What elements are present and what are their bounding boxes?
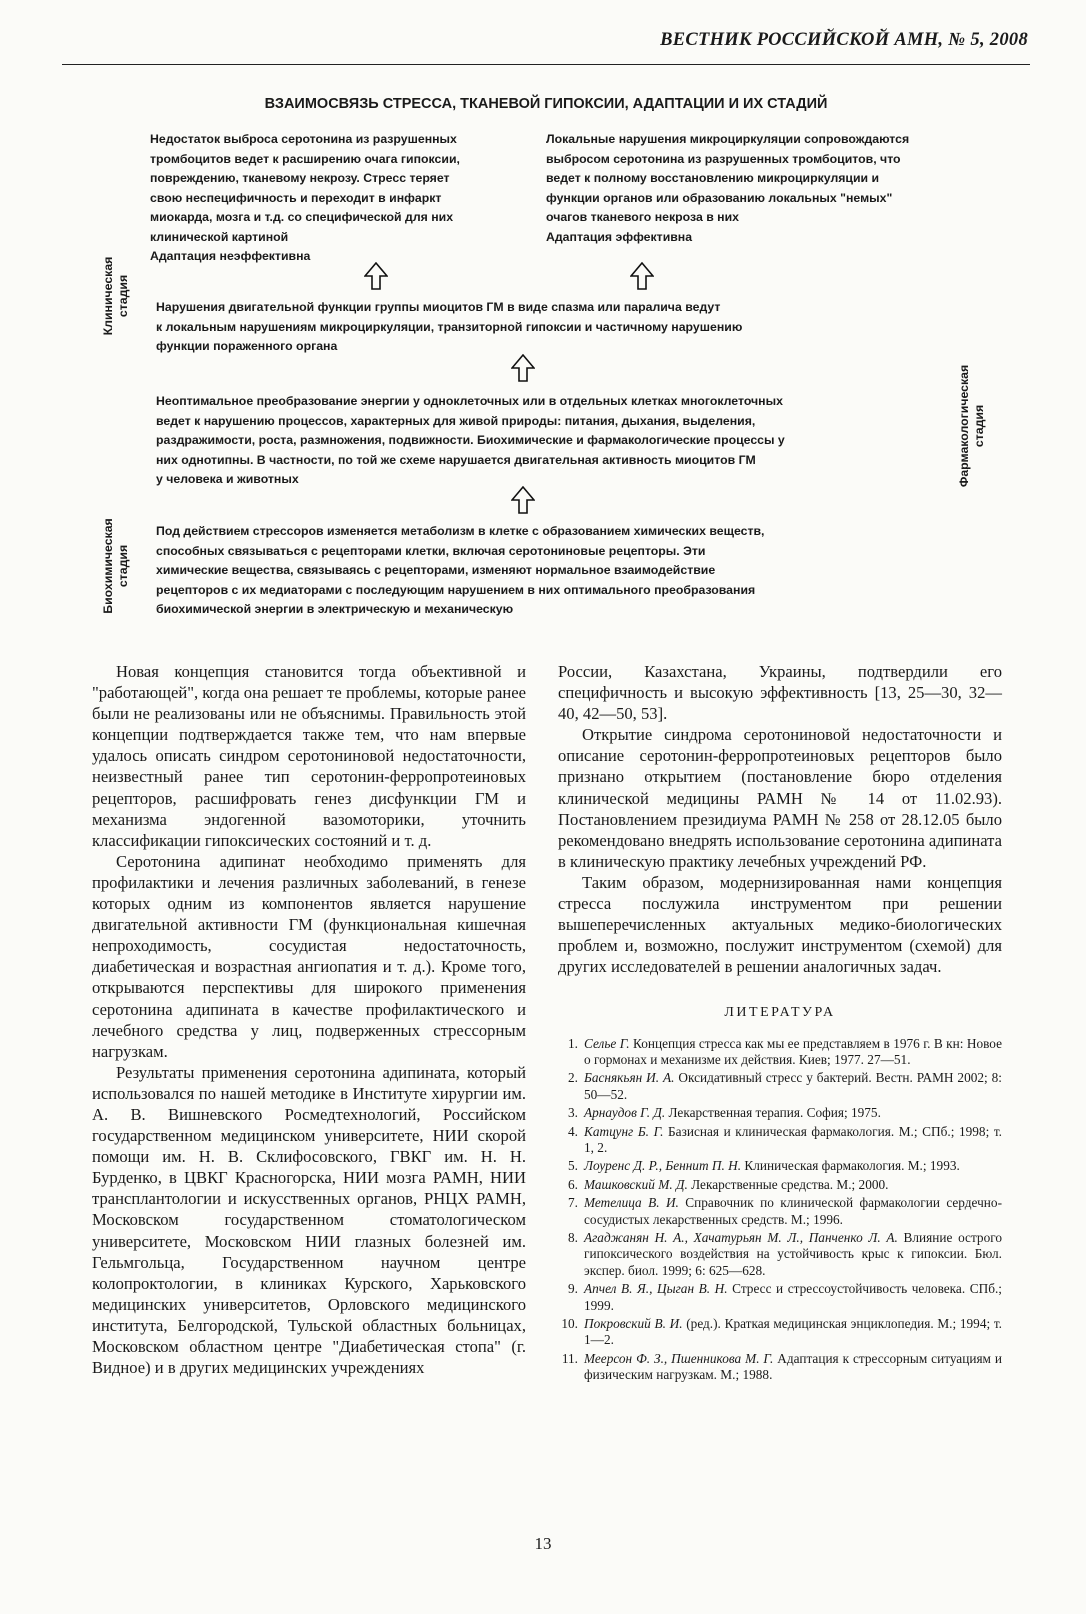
reference-author: Покровский В. И. <box>584 1316 683 1331</box>
body-column-right <box>558 661 1002 1386</box>
body-column-left <box>92 661 526 1378</box>
reference-text: Адаптация к стрессорным ситуациям и физическим нагрузкам. М.; 1988. <box>584 1350 1002 1383</box>
reference-number: 11. <box>561 1350 578 1366</box>
reference-item <box>558 1316 1002 1349</box>
reference-item <box>558 1195 1002 1228</box>
reference-text: Справочник по клинической фармакологии сердечно-сосудистых лекарственных средств. М.; 1996. <box>584 1195 1002 1227</box>
arrow-up-icon <box>511 486 535 514</box>
diagram-box-energy-conversion: Неоптимальное преобразование энергии у одноклеточных или в отдельных клетках многоклеточных ведет к нарушению процессов, характерных для живой природы: питания, дыхания, выделения, раздражимости, роста, размножения, подвижности. Биохимические и фармакологические процессы у них однотипны. В частности, по той же схеме нарушается двигательная активность миоцитов ГМ у человека и животных <box>156 394 785 486</box>
journal-header: ВЕСТНИК РОССИЙСКОЙ АМН, № 5, 2008 <box>660 30 1028 50</box>
reference-item <box>558 1351 1002 1384</box>
reference-item <box>558 1070 1002 1103</box>
arrow-up-icon <box>630 262 654 290</box>
page-number: 13 <box>534 1534 552 1553</box>
reference-item <box>558 1177 1002 1193</box>
reference-text: Концепция стресса как мы ее представляем в 1976 г. В кн: Новое о гормонах и механизме их действия. Киев; 1977. 27—51. <box>584 1035 1003 1067</box>
reference-number: 1. <box>568 1035 578 1051</box>
stage-label-biochemical: Биохимическая стадия <box>101 518 130 614</box>
diagram-box-effective-adaptation: Локальные нарушения микроциркуляции сопровождаются выбросом серотонина из разрушенных тромбоцитов, что ведет к полному восстановлению микроциркуляции и функции органов или образованию локальных "немых" очагов тканевого некроза в них Адаптация эффективна <box>546 132 910 244</box>
header-rule <box>62 64 1030 65</box>
references-list <box>558 1036 1002 1384</box>
reference-text: Оксидативный стресс у бактерий. Вестн. РАМН 2002; 8: 50—52. <box>584 1070 1002 1102</box>
reference-number: 4. <box>568 1123 578 1139</box>
paragraph: России, Казахстана, Украины, подтвердили его специфичность и высокую эффективность [13, 25—30, 32—40, 42—50, 53]. <box>558 662 1002 724</box>
stage-label-clinical: Клиническая стадия <box>101 256 130 336</box>
diagram-box-motor-dysfunction: Нарушения двигательной функции группы миоцитов ГМ в виде спазма или паралича ведут к локальным нарушениям микроциркуляции, транзиторной гипоксии и частичному нарушению функции пораженного органа <box>156 300 743 353</box>
arrow-up-icon <box>511 354 535 382</box>
reference-item <box>558 1158 1002 1174</box>
reference-author: Машковский М. Д. <box>584 1176 688 1192</box>
reference-number: 9. <box>568 1281 578 1297</box>
reference-item <box>558 1281 1002 1314</box>
reference-author: Апчел В. Я., Цыган В. Н. <box>584 1281 728 1297</box>
diagram-title: ВЗАИМОСВЯЗЬ СТРЕССА, ТКАНЕВОЙ ГИПОКСИИ, АДАПТАЦИИ И ИХ СТАДИЙ <box>264 96 828 112</box>
references-title: ЛИТЕРАТУРА <box>724 1005 836 1021</box>
paragraph: Новая концепция становится тогда объективной и "работающей", когда она решает те проблемы, которые ранее были не реализованы или не объяснимы. Правильность этой концепции подтверждается также тем, что нам впервые удалось описать синдром серотониновой недостаточности, неизвестный ранее тип серотонин-ферропротеиновых рецепторов, расшифровать генез дисфункции ГМ и механизма эндогенной вазомоторики, уточнить классификации гипоксических состояний и т. д. <box>92 662 526 850</box>
stage-label-pharmacological: Фармакологическая стадия <box>957 364 986 488</box>
reference-text: Клиническая фармакология. М.; 1993. <box>741 1158 960 1174</box>
reference-text: Лекарственная терапия. София; 1975. <box>665 1105 881 1121</box>
reference-number: 7. <box>568 1195 578 1211</box>
reference-author: Лоуренс Д. Р., Беннит П. Н. <box>584 1158 742 1174</box>
reference-text: Влияние острого гипоксического воздействия на устойчивость крыс к гипоксии. Бюл. экспер. биол. 1999; 6: 625—628. <box>584 1229 1002 1278</box>
reference-text: Базисная и клиническая фармакология. М.; СПб.; 1998; т. 1, 2. <box>584 1123 1002 1155</box>
paragraph: Результаты применения серотонина адипината, который использовался по нашей методике в Институте хирургии им. А. В. Вишневского Росмедтехнологий, Российском государственном медицинском университете, НИИ скорой помощи им. Н. В. Склифосовского, ГВКГ им. Н. Н. Бурденко, в ЦВКГ Красногорска, НИИ мозга РАМН, НИИ трансплантологии и искусственных органов, РНЦХ РАМН, Московском государственном стоматологическом университете, Московском НИИ глазных болезней им. Гельмгольца, Государственном научном центре колопроктологии, в клиниках Курского, Харьковского медицинских университетов, Орловского медицинского института, Белгородской, Тульской областных больницах, Московском областном центре "Диабетическая стопа" (г. Видное) и в других медицинских учреждениях <box>92 1062 526 1378</box>
arrow-up-icon <box>364 262 388 290</box>
reference-author: Агаджанян Н. А., Хачатурьян М. Л., Панченко Л. А. <box>584 1229 898 1245</box>
reference-text: Лекарственные средства. М.; 2000. <box>687 1176 889 1192</box>
reference-author: Селье Г. <box>584 1035 630 1051</box>
diagram-box-stressor-metabolism: Под действием стрессоров изменяется метаболизм в клетке с образованием химических веществ, способных связываться с рецепторами клетки, включая серотониновые рецепторы. Эти химические вещества, связываясь с рецепторами, изменяют нормальное взаимодействие рецепторов с их медиаторами с последующим нарушением в них оптимального преобразования биохимической энергии в электрическую и механическую <box>156 524 765 616</box>
reference-item <box>558 1124 1002 1157</box>
reference-author: Арнаудов Г. Д. <box>584 1105 666 1121</box>
diagram-box-ineffective-adaptation: Недостаток выброса серотонина из разрушенных тромбоцитов ведет к расширению очага гипоксии, повреждению, тканевому некрозу. Стресс теряет свою неспецифичность и переходит в инфаркт миокарда, мозга и т.д. со специфической для них клинической картиной Адаптация неэффективна <box>150 132 460 263</box>
reference-item <box>558 1230 1002 1279</box>
reference-item <box>558 1036 1002 1069</box>
reference-number: 10. <box>561 1316 578 1331</box>
reference-number: 2. <box>568 1070 578 1086</box>
reference-number: 3. <box>568 1105 578 1121</box>
reference-number: 8. <box>568 1229 578 1245</box>
reference-author: Баснякьян И. А. <box>584 1070 675 1086</box>
paragraph: Серотонина адипинат необходимо применять для профилактики и лечения различных заболеваний, в генезе которых одним из компонентов является нарушение двигательной активности ГМ (функциональная кишечная непроходимость, сосудистая недостаточность, диабетическая и возрастная ангиопатия и т. д.). Кроме того, открываются перспективы для широкого применения серотонина адипината в качестве профилактического и лечебного средства у лиц, подверженных стрессорным нагрузкам. <box>92 851 526 1061</box>
reference-item <box>558 1105 1002 1121</box>
paragraph: Таким образом, модернизированная нами концепция стресса послужила инструментом при решении вышеперечисленных актуальных медико-биологических проблем и, возможно, послужит инструментом (схемой) для других исследователей в решении аналогичных задач. <box>558 872 1002 977</box>
reference-author: Катцунг Б. Г. <box>584 1123 664 1139</box>
reference-text: Стресс и стрессоустойчивость человека. СПб.; 1999. <box>584 1281 1002 1313</box>
reference-author: Меерсон Ф. З., Пшенникова М. Г. <box>584 1350 774 1366</box>
reference-text: (ред.). Краткая медицинская энциклопедия. М.; 1994; т. 1—2. <box>584 1316 1002 1348</box>
reference-author: Метелица В. И. <box>584 1195 679 1211</box>
reference-number: 6. <box>568 1176 578 1192</box>
reference-number: 5. <box>568 1158 578 1174</box>
paragraph: Открытие синдрома серотониновой недостаточности и описание серотонин-ферропротеиновых рецепторов было признано открытием (постановление бюро отделения клинической медицины РАМН № 14 от 11.02.93). Постановлением президиума РАМН № 258 от 28.12.05 было рекомендовано внедрять использование серотонина адипината в клиническую практику лечебных учреждений РФ. <box>558 725 1002 871</box>
